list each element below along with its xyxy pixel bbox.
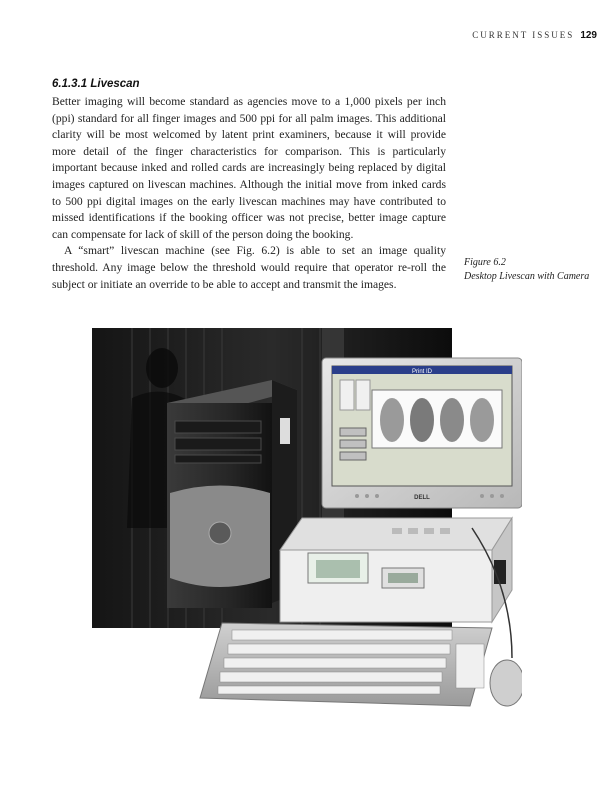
monitor-logo: DELL bbox=[414, 495, 430, 501]
body-text bbox=[52, 94, 446, 293]
mouse bbox=[490, 660, 522, 706]
paragraph: A “smart” livescan machine (see Fig. 6.2) is able to set an image quality threshold. Any image below the threshold would require that operator re-roll the subject or initiate an override to be able to accept and transmit the images. bbox=[52, 244, 446, 291]
pc-tower bbox=[167, 380, 297, 608]
paragraph: Better imaging will become standard as agencies move to a 1,000 pixels per inch (ppi) standard for all finger images and 500 ppi for all palm images. This additional clarity will be most welcomed by latent print examiners, because it will provide more detail of the finger characteristics for comparison. This is particularly important because inked and rolled cards are increasingly being replaced by digital images captured on livescan machines. Although the initial move from inked cards to 500 ppi digital images on the early livescan machines may have contributed to missed identifications if the booking officer was not precise, better image capture can compensate for lack of skill of the person doing the booking. bbox=[52, 95, 446, 241]
fingerprint-scanner-base bbox=[280, 518, 512, 622]
figure-livescan-photo bbox=[92, 328, 522, 720]
figure-caption bbox=[464, 256, 594, 283]
page-number: 129 bbox=[580, 30, 597, 41]
section-heading: 6.1.3.1 Livescan bbox=[52, 78, 140, 90]
keyboard bbox=[200, 623, 492, 706]
section-title: CURRENT ISSUES bbox=[472, 30, 575, 40]
livescan-illustration bbox=[92, 328, 522, 720]
running-head bbox=[472, 30, 597, 41]
screen-title: Print ID bbox=[411, 369, 433, 375]
monitor bbox=[322, 358, 522, 508]
figure-caption-text: Desktop Livescan with Camera bbox=[464, 270, 590, 282]
figure-label: Figure 6.2 bbox=[464, 257, 506, 268]
